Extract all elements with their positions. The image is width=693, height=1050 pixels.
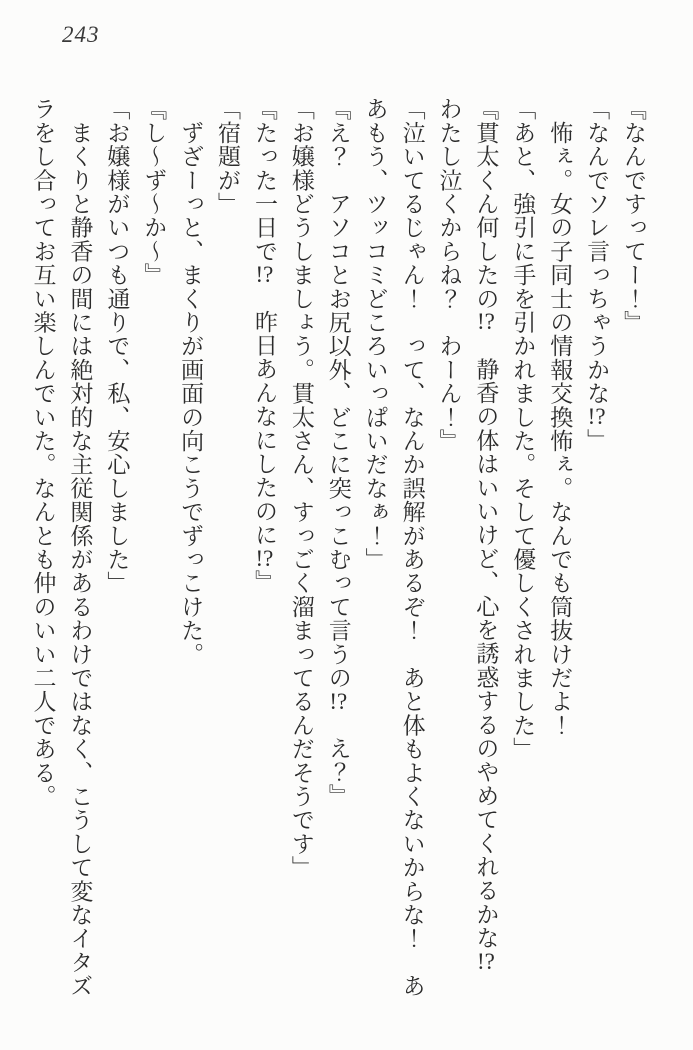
- text-line: わたし泣くからね？ わーん！』: [436, 97, 462, 453]
- text-line: 「お嬢様がいつも通りで、私、安心しました」: [104, 97, 130, 595]
- vertical-text-block: [24, 97, 651, 1017]
- text-line: 「宿題が」: [215, 97, 241, 216]
- text-line: 『なんですってー！』: [621, 97, 646, 334]
- text-line: まくりと静香の間には絶対的な主従関係があるわけではなく、こうして変なイタズ: [67, 97, 93, 998]
- text-line: 『貫太くん何したの!? 静香の体はいいけど、心を誘惑するのやめてくれるかな!?: [473, 97, 499, 973]
- text-line: 怖ぇ。女の子同士の情報交換怖ぇ。なんでも筒抜けだよ！: [547, 97, 573, 737]
- text-line: 『たった一日で!? 昨日あんなにしたのに!?』: [251, 97, 277, 594]
- text-line: 『し〜ず〜か〜』: [141, 97, 167, 287]
- text-line: 『え？ アソコとお尻以外、どこに突っこむって言うの!? え？』: [325, 97, 351, 808]
- text-line: ずざーっと、まくりが画面の向こうでずっこけた。: [178, 97, 204, 666]
- text-line: 「泣いてるじゃん！ って、なんか誤解があるぞ！ あと体もよくないからな！ あ: [399, 97, 425, 998]
- text-line: あもう、ツッコミどころいっぱいだなぁ！」: [362, 97, 388, 571]
- tatechuyoko-exclamation-question: !?: [255, 262, 274, 286]
- tatechuyoko-exclamation-question: !?: [255, 546, 274, 570]
- page-number: 243: [62, 22, 100, 47]
- tatechuyoko-exclamation-question: !?: [329, 689, 348, 713]
- text-line: 「あと、強引に手を引かれました。そして優しくされました」: [510, 97, 536, 761]
- text-line: 「お嬢様どうしましょう。貫太さん、すっごく溜まってるんだそうです」: [288, 97, 314, 880]
- text-line: 「なんでソレ言っちゃうかな!?」: [584, 97, 610, 452]
- tatechuyoko-exclamation-question: !?: [476, 310, 495, 334]
- tatechuyoko-exclamation-question: !?: [476, 949, 495, 973]
- text-line: ラをし合ってお互い楽しんでいた。なんとも仲のいい二人である。: [30, 97, 56, 808]
- tatechuyoko-exclamation-question: !?: [587, 405, 606, 429]
